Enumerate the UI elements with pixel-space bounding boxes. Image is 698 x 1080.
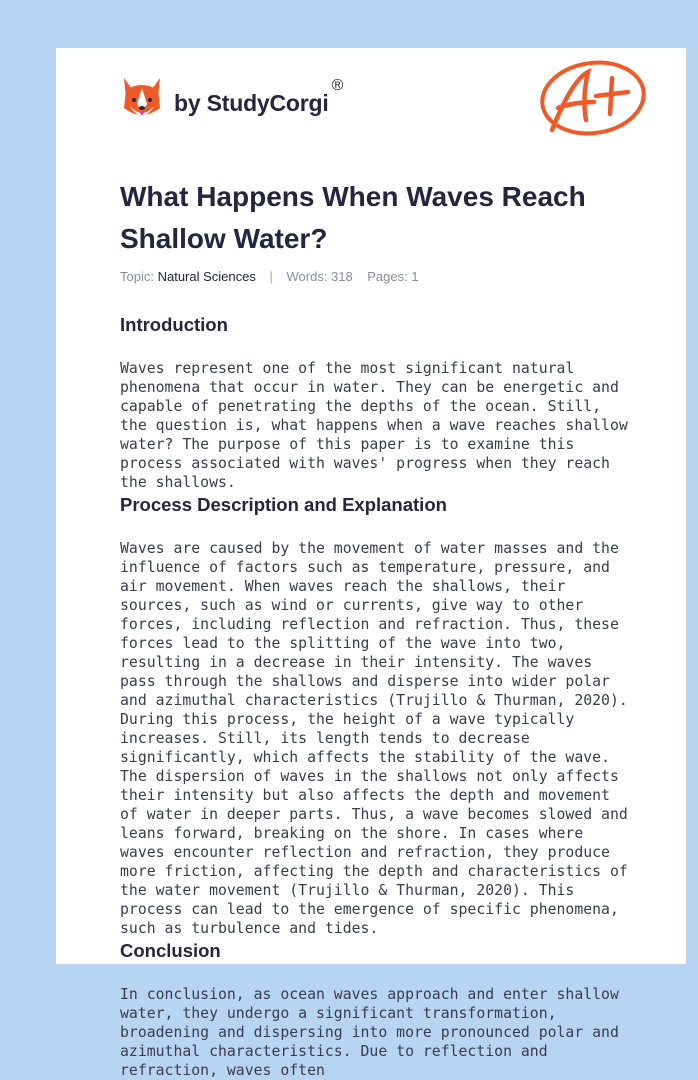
words-count: 318: [331, 269, 353, 284]
registered-mark: ®: [331, 77, 344, 94]
meta-separator: |: [269, 269, 273, 284]
document-body: [120, 312, 632, 1080]
document-page: [56, 48, 686, 1079]
section-body-introduction: Waves represent one of the most significant natural phenomena that occur in water. They can be energetic and capable of penetrating the depths of the ocean. Still, the question is, what happens when a wave reaches shallow water? The purpose of this paper is to examine this process associated with waves' progress when they reach the shallows.: [120, 360, 628, 491]
section-heading-conclusion: Conclusion: [120, 940, 221, 961]
topic-link[interactable]: Natural Sciences: [157, 269, 256, 284]
pages-count: 1: [411, 269, 419, 284]
words-label: Words:: [286, 269, 328, 284]
brand-name: by StudyCorgi: [174, 89, 329, 116]
corgi-logo-icon: [120, 74, 164, 122]
grade-a-plus-icon: [536, 58, 648, 140]
section-heading-introduction: Introduction: [120, 314, 228, 335]
brand-header[interactable]: [120, 74, 343, 122]
grade-badge: [536, 58, 648, 140]
document-meta: [120, 269, 419, 284]
pages-label: Pages:: [367, 269, 408, 284]
section-body-process: Waves are caused by the movement of water masses and the influence of factors such as temperature, pressure, and air movement. When waves reach the shallows, their sources, such as wind or currents, give way to other forces, including reflection and refraction. Thus, these forces lead to the splitting of the wave into two, resulting in a decrease in their intensity. The waves pass through the shallows and disperse into wider polar and azimuthal characteristics (Trujillo & Thurman, 2020). During this process, the height of a wave typically increases. Still, its length tends to decrease significantly, which affects the stability of the wave. The dispersion of waves in the shallows not only affects their intensity but also affects the depth and movement of water in deeper parts. Thus, a wave becomes slowed and leans forward, breaking on the shore. In cases where waves encounter reflection and refraction, they produce more friction, affecting the depth and characteristics of the water movement (Trujillo & Thurman, 2020). This process can lead to the emergence of specific phenomena, such as turbulence and tides.: [120, 540, 628, 937]
topic-label: Topic:: [120, 269, 154, 284]
section-heading-process: Process Description and Explanation: [120, 494, 447, 515]
document-title: What Happens When Waves Reach Shallow Water?: [120, 181, 586, 254]
section-body-conclusion: In conclusion, as ocean waves approach and enter shallow water, they undergo a significant transformation, broadening and dispersing into more pronounced polar and azimuthal characteristics. Due to reflection and refraction, waves often: [120, 986, 619, 1079]
